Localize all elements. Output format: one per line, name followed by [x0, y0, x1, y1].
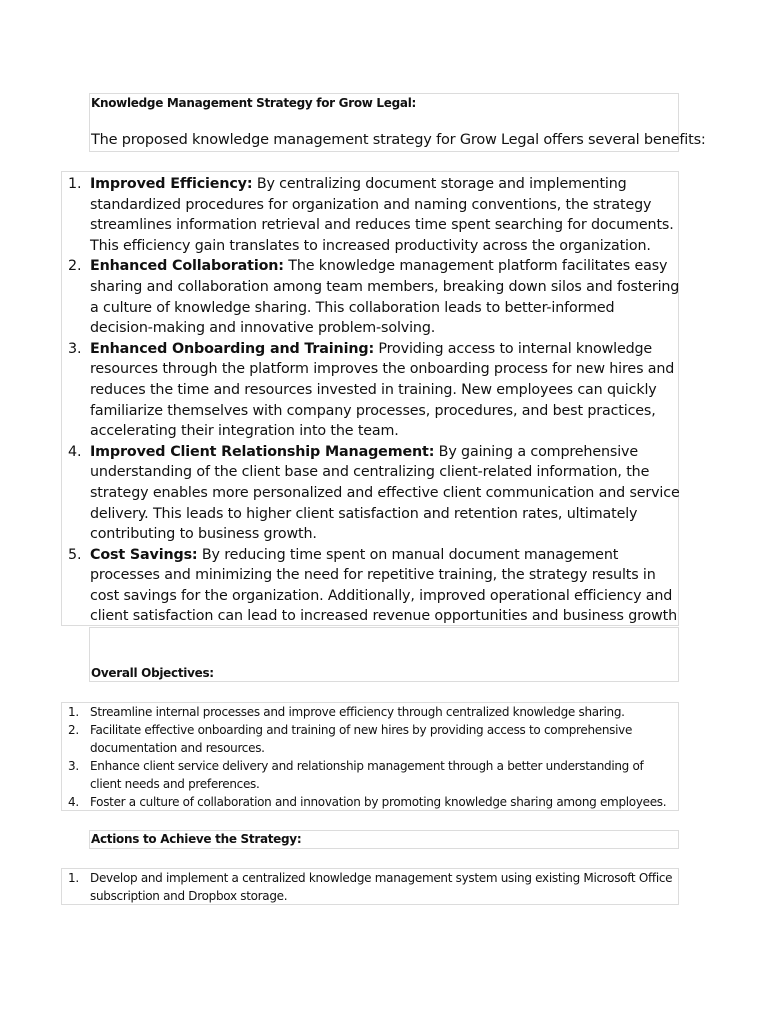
benefit-text: By reducing time spent on manual document management processes and minimizing the need for repetitive training, the strategy results in cost savings for the organization. Additionally, improved operational efficiency and client satisfaction can lead to increased revenue opportunities and business growth — [90, 546, 678, 625]
list-number: 3. — [68, 340, 82, 357]
benefit-title: Enhanced Onboarding and Training: — [90, 340, 375, 357]
benefit-title: Improved Client Relationship Management: — [90, 443, 435, 460]
list-number: 4. — [68, 443, 82, 460]
title-section — [89, 93, 706, 152]
benefit-title: Enhanced Collaboration: — [90, 258, 284, 275]
objectives-list — [62, 703, 678, 811]
page-title: Knowledge Management Strategy for Grow Legal: — [91, 96, 417, 110]
objectives-section — [61, 702, 679, 811]
benefits-section — [61, 171, 679, 626]
benefit-text: By gaining a comprehensive understanding of the client base and centralizing client-related information, the strategy enables more personalized and effective client communication and service delivery. This leads to higher client satisfaction and retention rates, ultimately contributing to business growth. — [90, 443, 680, 543]
list-item — [62, 442, 680, 545]
list-item — [62, 703, 678, 721]
benefits-list — [62, 174, 680, 627]
actions-heading: Actions to Achieve the Strategy: — [91, 832, 302, 846]
list-number: 2. — [68, 258, 82, 275]
benefit-text: By centralizing document storage and implementing standardized procedures for organization and naming conventions, the strategy streamlines information retrieval and reduces time spent searching for documents. This efficiency gain translates to increased productivity across the organization. — [90, 176, 674, 254]
actions-section — [61, 868, 679, 905]
list-item — [62, 174, 680, 256]
objective-text: Foster a culture of collaboration and innovation by promoting knowledge sharing among employees. — [90, 795, 667, 809]
list-number: 2. — [68, 723, 79, 737]
actions-list — [62, 869, 678, 905]
list-number: 1. — [68, 871, 79, 885]
list-item — [62, 545, 680, 627]
intro-paragraph: The proposed knowledge management strategy for Grow Legal offers several benefits: — [91, 132, 706, 148]
list-number: 1. — [68, 705, 79, 719]
benefit-text: The knowledge management platform facilitates easy sharing and collaboration among team members, breaking down silos and fostering a culture of knowledge sharing. This collaboration leads to better-informed decision-making and innovative problem-solving. — [90, 258, 680, 337]
benefit-text: Providing access to internal knowledge resources through the platform improves the onboarding process for new hires and reduces the time and resources invested in training. New employees can quickly familiarize themselves with company processes, procedures, and best practices, accelerating their integration into the team. — [90, 340, 675, 440]
objective-text: Enhance client service delivery and relationship management through a better understanding of client needs and preferences. — [90, 759, 644, 791]
objectives-heading-section — [89, 627, 679, 682]
list-number: 4. — [68, 795, 79, 809]
list-item — [62, 757, 678, 793]
list-number: 5. — [68, 546, 82, 563]
list-number: 1. — [68, 176, 82, 192]
actions-heading-section — [89, 830, 679, 849]
benefit-title: Improved Efficiency: — [90, 176, 253, 192]
list-number: 3. — [68, 759, 79, 773]
benefit-title: Cost Savings: — [90, 546, 198, 563]
action-text: Develop and implement a centralized knowledge management system using existing Microsoft Office subscription and Dropbox storage. — [90, 871, 673, 903]
list-item — [62, 793, 678, 811]
objective-text: Facilitate effective onboarding and training of new hires by providing access to comprehensive documentation and resources. — [90, 723, 633, 755]
list-item — [62, 869, 678, 905]
list-item — [62, 256, 680, 338]
list-item — [62, 721, 678, 757]
objective-text: Streamline internal processes and improve efficiency through centralized knowledge sharing. — [90, 705, 625, 719]
list-item — [62, 339, 680, 442]
objectives-heading: Overall Objectives: — [91, 666, 214, 680]
